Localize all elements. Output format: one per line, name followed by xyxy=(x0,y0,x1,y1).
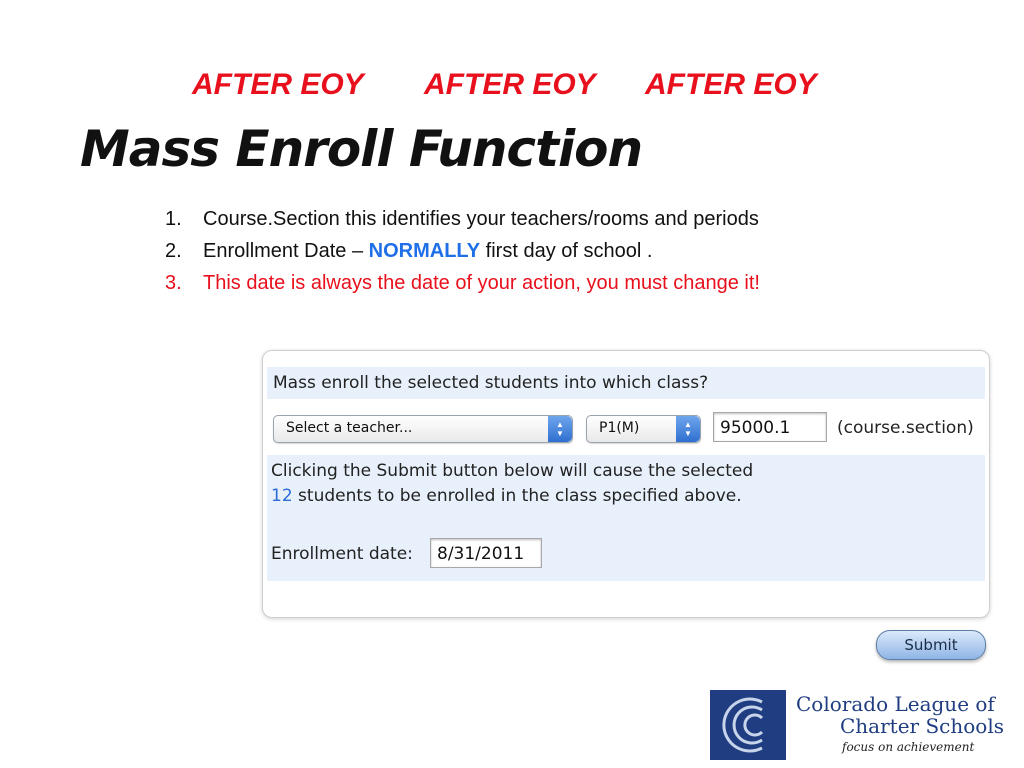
step-text: first day of school . xyxy=(480,240,653,262)
logo-line-2: Charter Schools xyxy=(840,714,1004,738)
mass-enroll-question: Mass enroll the selected students into which class? xyxy=(273,373,709,393)
after-eoy-label-2: AFTER EOY xyxy=(424,68,596,101)
step-text: Course.Section this identifies your teachers/rooms and periods xyxy=(203,208,759,230)
student-count: 12 xyxy=(271,486,293,506)
enrollment-date-input[interactable]: 8/31/2011 xyxy=(430,538,542,568)
logo-line-1: Colorado League of xyxy=(796,692,995,716)
period-select-value: P1(M) xyxy=(599,420,640,436)
submit-info-rest: students to be enrolled in the class specified above. xyxy=(292,486,742,506)
step-text: Enrollment Date – xyxy=(203,240,369,262)
submit-button[interactable]: Submit xyxy=(876,630,986,660)
slide-title: Mass Enroll Function xyxy=(80,120,643,178)
logo-tagline: focus on achievement xyxy=(842,740,975,754)
course-section-input[interactable]: 95000.1 xyxy=(713,412,827,442)
step-text: This date is always the date of your action, you must change it! xyxy=(203,272,760,294)
course-section-label: (course.section) xyxy=(837,418,974,438)
mass-enroll-panel xyxy=(262,350,990,618)
submit-info-line-2 xyxy=(271,486,742,506)
select-arrows-icon: ▲ ▼ xyxy=(548,416,572,442)
teacher-select[interactable] xyxy=(273,415,573,443)
submit-info-line-1: Clicking the Submit button below will cause the selected xyxy=(271,461,754,481)
step-2 xyxy=(165,238,760,270)
step-3 xyxy=(165,270,760,302)
step-highlight: NORMALLY xyxy=(368,240,481,262)
select-arrows-icon: ▲ ▼ xyxy=(676,416,700,442)
after-eoy-label-1: AFTER EOY xyxy=(192,68,364,101)
after-eoy-label-3: AFTER EOY xyxy=(645,68,817,101)
step-number: 2. xyxy=(165,240,182,262)
steps-list xyxy=(165,206,760,302)
period-select[interactable] xyxy=(586,415,701,443)
enrollment-date-label: Enrollment date: xyxy=(271,544,413,564)
colorado-league-logo-icon xyxy=(710,690,786,760)
teacher-select-value: Select a teacher... xyxy=(286,420,413,436)
step-1 xyxy=(165,206,760,238)
step-number: 1. xyxy=(165,208,182,230)
step-number: 3. xyxy=(165,272,182,294)
